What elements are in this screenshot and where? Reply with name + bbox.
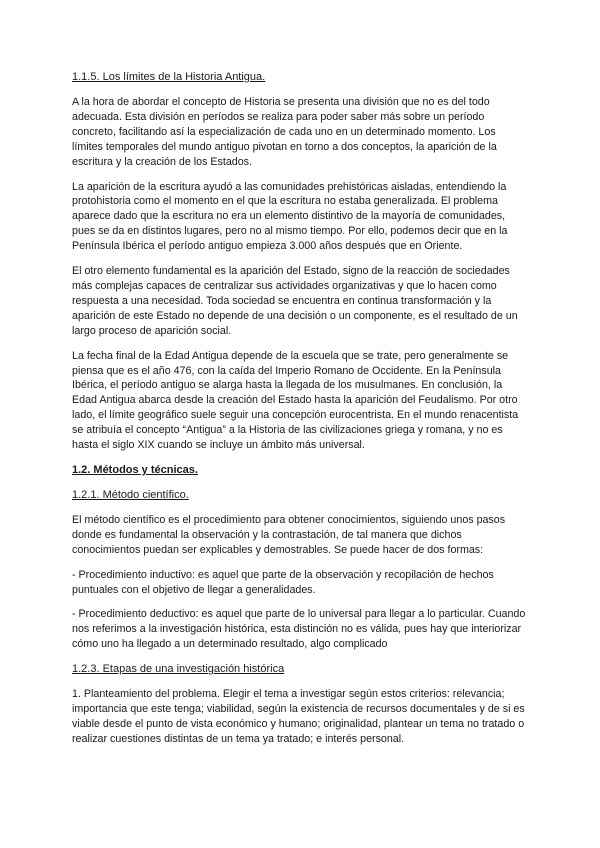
- paragraph: El otro elemento fundamental es la aparición del Estado, signo de la reacción de sociedades más complejas capaces de centralizar sus actividades organizativas y que lo hacen como respuesta a una necesidad. Toda sociedad se encuentra en continua transformación y la aparición de este Estado no depende de una decisión o un componente, es el resultado de un largo proceso de aparición social.: [72, 265, 518, 337]
- section-heading-1-2-1: 1.2.1. Método científico.: [72, 488, 189, 501]
- paragraph: - Procedimiento inductivo: es aquel que parte de la observación y recopilación de hechos puntuales con el objetivo de llegar a generalidades.: [72, 568, 494, 596]
- paragraph: - Procedimiento deductivo: es aquel que parte de lo universal para llegar a lo particular. Cuando nos referimos a la investigación histórica, esta distinción no es válida, pues hay que interiorizar cómo uno ha llegado a un determinado resultado, algo complicado: [72, 608, 526, 651]
- section-heading-1-2-3: 1.2.3. Etapas de una investigación histórica: [72, 663, 285, 676]
- section-heading-1-1-5: 1.1.5. Los límites de la Historia Antigua.: [72, 71, 266, 83]
- paragraph: La fecha final de la Edad Antigua depende de la escuela que se trate, pero generalmente se piensa que es el año 476, con la caída del Imperio Romano de Occidente. En la Península Ibérica, el período antiguo se alarga hasta la llegada de los musulmanes. En conclusión, la Edad Antigua abarca desde la creación del Estado hasta la aparición del Feudalismo. Por otro lado, el límite geográfico suele seguir una concepción eurocentrista. En el mundo renacentista se atribuía el concepto “Antigua” a la Historia de las civilizaciones griega y romana, y no es hasta el siglo XIX cuando se incluye un ámbito más universal.: [72, 349, 519, 452]
- paragraph: A la hora de abordar el concepto de Historia se presenta una división que no es del todo adecuada. Esta división en períodos se realiza para poder saber más sobre un período concreto, facilitando así la especialización de cada uno en un determinado momento. Los límites temporales del mundo antiguo pivotan en torno a dos conceptos, la aparición de la escritura y la creación de los Estados.: [72, 96, 497, 168]
- paragraph: La aparición de la escritura ayudó a las comunidades prehistóricas aisladas, entendiendo la protohistoria como el momento en el que la escritura no estaba generalizada. El problema aparece dado que la escritura no era un elemento distintivo de la mayoría de comunidades, pues se da en distintos lugares, pero no al mismo tiempo. Por ello, podemos decir que en la Península Ibérica el período antiguo empieza 3.000 años después que en Oriente.: [72, 180, 508, 253]
- section-heading-1-2: 1.2. Métodos y técnicas.: [72, 463, 198, 476]
- paragraph: 1. Planteamiento del problema. Elegir el tema a investigar según estos criterios: relevancia; importancia que este tenga; viabilidad, según la existencia de recursos documentales y de si es viable desde el punto de vista económico y humano; originalidad, plantear un tema no tratado o realizar cuestiones distintas de un tema ya tratado; e interés personal.: [72, 688, 525, 745]
- paragraph: El método científico es el procedimiento para obtener conocimientos, siguiendo unos pasos donde es fundamental la observación y la contrastación, de tal manera que dichos conocimientos puedan ser explicables y demostrables. Se puede hacer de dos formas:: [72, 513, 506, 556]
